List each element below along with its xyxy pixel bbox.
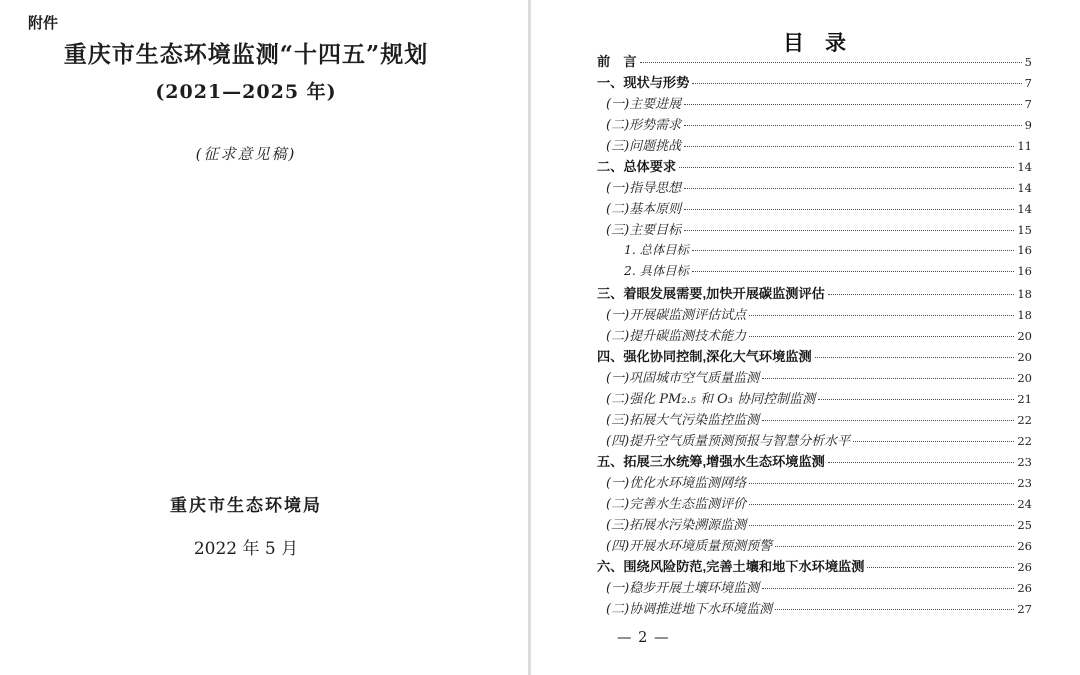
cover-year-range: (2021—2025 年)	[155, 81, 337, 103]
toc-entry-label: (三)拓展大气污染监控监测	[606, 412, 760, 428]
toc-entry	[597, 72, 1032, 93]
toc-leader-dots	[828, 294, 1015, 295]
toc-page-number: 5	[1024, 55, 1032, 69]
toc-entry	[597, 409, 1032, 430]
toc-entry-label: (一)稳步开展土壤环境监测	[606, 581, 760, 597]
toc-entry	[597, 346, 1032, 367]
attachment-label: 附件	[28, 15, 59, 32]
toc-leader-dots	[684, 146, 1014, 147]
toc-leader-dots	[749, 504, 1014, 505]
toc-entry	[597, 198, 1032, 219]
toc-leader-dots	[684, 230, 1014, 231]
cover-page	[0, 0, 528, 675]
toc-entry-label: (一)巩固城市空气质量监测	[606, 370, 760, 386]
toc-entry-label: (三)拓展水污染溯源监测	[606, 518, 747, 534]
toc-entry-label: 六、围绕风险防范,完善土壤和地下水环境监测	[597, 559, 865, 575]
toc-entry-label: (二)完善水生态监测评价	[606, 496, 747, 512]
toc-entry-label: (四)提升空气质量预测预报与智慧分析水平	[606, 433, 851, 449]
toc-entry-label: 一、现状与形势	[597, 75, 690, 91]
toc-entry	[597, 93, 1032, 114]
toc-entry-label: 四、强化协同控制,深化大气环境监测	[597, 348, 812, 364]
toc-leader-dots	[640, 62, 1022, 63]
toc-entry-label: (二)协调推进地下水环境监测	[606, 602, 773, 618]
toc-entry-label: (三)问题挑战	[606, 139, 682, 155]
toc-page-number: 27	[1017, 602, 1032, 617]
toc-page-number: 20	[1017, 370, 1032, 385]
toc-page-number: 21	[1017, 391, 1032, 406]
toc-leader-dots	[775, 546, 1014, 547]
toc-page-number: 11	[1017, 139, 1032, 154]
toc-page-number: 23	[1017, 475, 1032, 490]
toc-page-number: 24	[1017, 496, 1032, 511]
toc-entry	[597, 51, 1032, 72]
toc-leader-dots	[762, 378, 1014, 379]
toc-entry	[597, 514, 1032, 535]
toc-entry-label: 1. 总体目标	[624, 243, 689, 258]
toc-entry	[597, 156, 1032, 177]
toc-entry-label: (一)开展碳监测评估试点	[606, 307, 747, 323]
toc-leader-dots	[692, 250, 1015, 251]
cover-organization: 重庆市生态环境局	[170, 496, 322, 515]
toc-page-number: 7	[1024, 76, 1032, 91]
toc-leader-dots	[749, 483, 1014, 484]
toc-entry-label: (二)强化 PM₂.₅ 和 O₃ 协同控制监测	[606, 391, 816, 407]
toc-entry	[597, 261, 1032, 282]
toc-entry	[597, 556, 1032, 577]
toc-page-number: 26	[1017, 539, 1032, 554]
toc-entry-label: (一)主要进展	[606, 97, 682, 113]
toc-entry	[597, 430, 1032, 451]
toc-entry-label: 二、总体要求	[597, 159, 677, 175]
toc-leader-dots	[749, 315, 1014, 316]
toc-page-number: 22	[1017, 433, 1032, 448]
toc-entry-label: 前 言	[597, 54, 637, 69]
toc-leader-dots	[762, 588, 1014, 589]
toc-page-number: 7	[1024, 97, 1032, 112]
toc-leader-dots	[867, 567, 1014, 568]
toc-page-number: 16	[1017, 264, 1032, 279]
toc-leader-dots	[762, 420, 1014, 421]
toc-entry-label: (二)提升碳监测技术能力	[606, 328, 747, 344]
toc-leader-dots	[692, 271, 1015, 272]
toc-leader-dots	[749, 525, 1014, 526]
toc-page-number: 14	[1017, 202, 1032, 217]
toc-entry	[597, 219, 1032, 240]
toc-entry	[597, 325, 1032, 346]
toc-entry-label: 三、着眼发展需要,加快开展碳监测评估	[597, 285, 825, 301]
toc-page-number: 25	[1017, 518, 1032, 533]
toc-leader-dots	[749, 336, 1014, 337]
toc-entry	[597, 367, 1032, 388]
toc-entry-label: (二)基本原则	[606, 202, 682, 218]
toc-leader-dots	[684, 125, 1022, 126]
toc-entry	[597, 535, 1032, 556]
toc-entry-label: 2. 具体目标	[624, 264, 689, 279]
toc-page-number: 20	[1017, 349, 1032, 364]
cover-date: 2022 年 5 月	[193, 539, 299, 559]
toc-heading: 目 录	[783, 30, 846, 55]
toc-entry	[597, 388, 1032, 409]
toc-content	[597, 0, 1032, 675]
toc-entry	[597, 283, 1032, 304]
page-footer-number: — 2 —	[617, 630, 670, 646]
toc-entry	[597, 577, 1032, 598]
page-divider	[528, 0, 531, 675]
toc-entry-label: (二)形势需求	[606, 118, 682, 134]
toc-leader-dots	[828, 462, 1015, 463]
toc-entry-label: (四)开展水环境质量预测预警	[606, 539, 773, 555]
toc-entry	[597, 177, 1032, 198]
toc-entry	[597, 240, 1032, 261]
toc-leader-dots	[692, 83, 1021, 84]
toc-entry	[597, 304, 1032, 325]
toc-leader-dots	[679, 167, 1014, 168]
toc-entry-label: (一)指导思想	[606, 181, 682, 197]
toc-entry	[597, 493, 1032, 514]
toc-page-number: 20	[1017, 328, 1032, 343]
toc-page-number: 14	[1017, 181, 1032, 196]
toc-page	[532, 0, 1080, 675]
toc-entry-label: (一)优化水环境监测网络	[606, 475, 747, 491]
toc-page-number: 18	[1017, 307, 1032, 322]
toc-entry-label: 五、拓展三水统筹,增强水生态环境监测	[597, 453, 825, 469]
toc-entry-label: (三)主要目标	[606, 223, 682, 239]
toc-leader-dots	[775, 609, 1014, 610]
toc-entry	[597, 451, 1032, 472]
toc-page-number: 18	[1017, 286, 1032, 301]
toc-list	[597, 51, 1032, 619]
toc-page-number: 14	[1017, 160, 1032, 175]
toc-page-number: 22	[1017, 412, 1032, 427]
cover-title: 重庆市生态环境监测“十四五”规划	[63, 41, 429, 68]
toc-entry	[597, 598, 1032, 619]
toc-page-number: 23	[1017, 454, 1032, 469]
toc-page-number: 26	[1017, 581, 1032, 596]
toc-page-number: 16	[1017, 243, 1032, 258]
toc-leader-dots	[853, 441, 1014, 442]
toc-page-number: 26	[1017, 560, 1032, 575]
toc-entry	[597, 135, 1032, 156]
toc-leader-dots	[684, 104, 1022, 105]
toc-leader-dots	[684, 188, 1014, 189]
cover-draft-note: (征求意见稿)	[195, 145, 297, 163]
toc-leader-dots	[684, 209, 1014, 210]
toc-page-number: 9	[1024, 118, 1032, 133]
toc-leader-dots	[815, 357, 1015, 358]
toc-entry	[597, 472, 1032, 493]
toc-leader-dots	[818, 399, 1014, 400]
toc-page-number: 15	[1017, 223, 1032, 238]
toc-entry	[597, 114, 1032, 135]
